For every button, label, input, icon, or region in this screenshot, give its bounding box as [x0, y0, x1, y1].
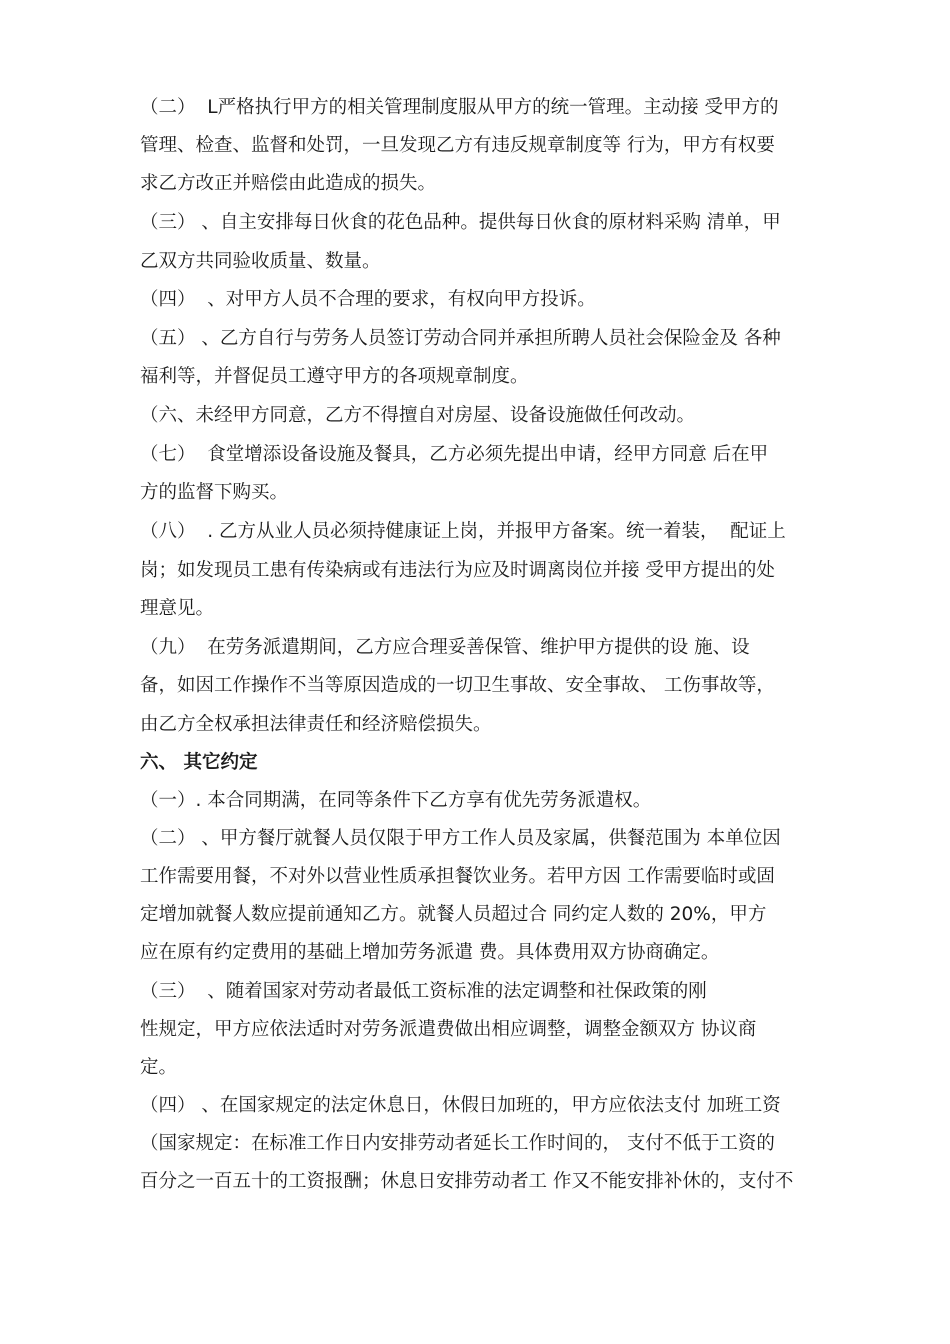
paragraph-line: 工作需要用餐，不对外以营业性质承担餐饮业务。若甲方因 工作需要临时或固 — [140, 866, 775, 887]
paragraph-line: 应在原有约定费用的基础上增加劳务派遣 费。具体费用双方协商确定。 — [140, 942, 720, 963]
paragraph-line: 定增加就餐人数应提前通知乙方。就餐人员超过合 同约定人数的 20%，甲方 — [140, 904, 767, 925]
paragraph-line: 百分之一百五十的工资报酬；休息日安排劳动者工 作又不能安排补休的，支付不 — [140, 1171, 794, 1192]
paragraph-line: 性规定，甲方应依法适时对劳务派遣费做出相应调整，调整金额双方 协议商 — [140, 1019, 757, 1040]
paragraph-line: 福利等，并督促员工遵守甲方的各项规章制度。 — [140, 366, 529, 387]
paragraph-line: 乙双方共同验收质量、数量。 — [140, 251, 381, 272]
paragraph-line: （一）. 本合同期满，在同等条件下乙方享有优先劳务派遣权。 — [140, 790, 652, 811]
paragraph-line: （八） . 乙方从业人员必须持健康证上岗，并报甲方备案。统一着装， 配证上 — [140, 521, 786, 542]
paragraph-line: （五） 、乙方自行与劳务人员签订劳动合同并承担所聘人员社会保险金及 各种 — [140, 328, 781, 349]
paragraph-line: 由乙方全权承担法律责任和经济赔偿损失。 — [140, 714, 492, 735]
paragraph-line: 定。 — [140, 1057, 178, 1078]
section-heading: 六、 其它约定 — [140, 752, 258, 773]
paragraph-line: （四） 、对甲方人员不合理的要求，有权向甲方投诉。 — [140, 289, 596, 310]
paragraph-line: 管理、检查、监督和处罚，一旦发现乙方有违反规章制度等 行为，甲方有权要 — [140, 135, 775, 156]
paragraph-line: 理意见。 — [140, 598, 215, 619]
paragraph-line: （三） 、自主安排每日伙食的花色品种。提供每日伙食的原材料采购 清单，甲 — [140, 212, 781, 233]
paragraph-line: （二） 、甲方餐厅就餐人员仅限于甲方工作人员及家属，供餐范围为 本单位因 — [140, 828, 781, 849]
paragraph-line: （九） 在劳务派遣期间，乙方应合理妥善保管、维护甲方提供的设 施、设 — [140, 637, 750, 658]
paragraph-line: （国家规定：在标准工作日内安排劳动者延长工作时间的， 支付不低于工资的 — [140, 1133, 775, 1154]
paragraph-line: 方的监督下购买。 — [140, 482, 289, 503]
paragraph-line: （二） L严格执行甲方的相关管理制度服从甲方的统一管理。主动接 受甲方的 — [140, 97, 779, 118]
paragraph-line: 求乙方改正并赔偿由此造成的损失。 — [140, 173, 437, 194]
paragraph-line: 备，如因工作操作不当等原因造成的一切卫生事故、安全事故、 工伤事故等， — [140, 675, 775, 696]
paragraph-line: （四） 、在国家规定的法定休息日，休假日加班的，甲方应依法支付 加班工资 — [140, 1095, 781, 1116]
paragraph-line: （三） 、随着国家对劳动者最低工资标准的法定调整和社保政策的刚 — [140, 981, 707, 1002]
paragraph-line: （七） 食堂增添设备设施及餐具，乙方必须先提出申请，经甲方同意 后在甲 — [140, 444, 769, 465]
paragraph-line: （六、未经甲方同意，乙方不得擅自对房屋、设备设施做任何改动。 — [140, 405, 696, 426]
paragraph-line: 岗；如发现员工患有传染病或有违法行为应及时调离岗位并接 受甲方提出的处 — [140, 560, 775, 581]
